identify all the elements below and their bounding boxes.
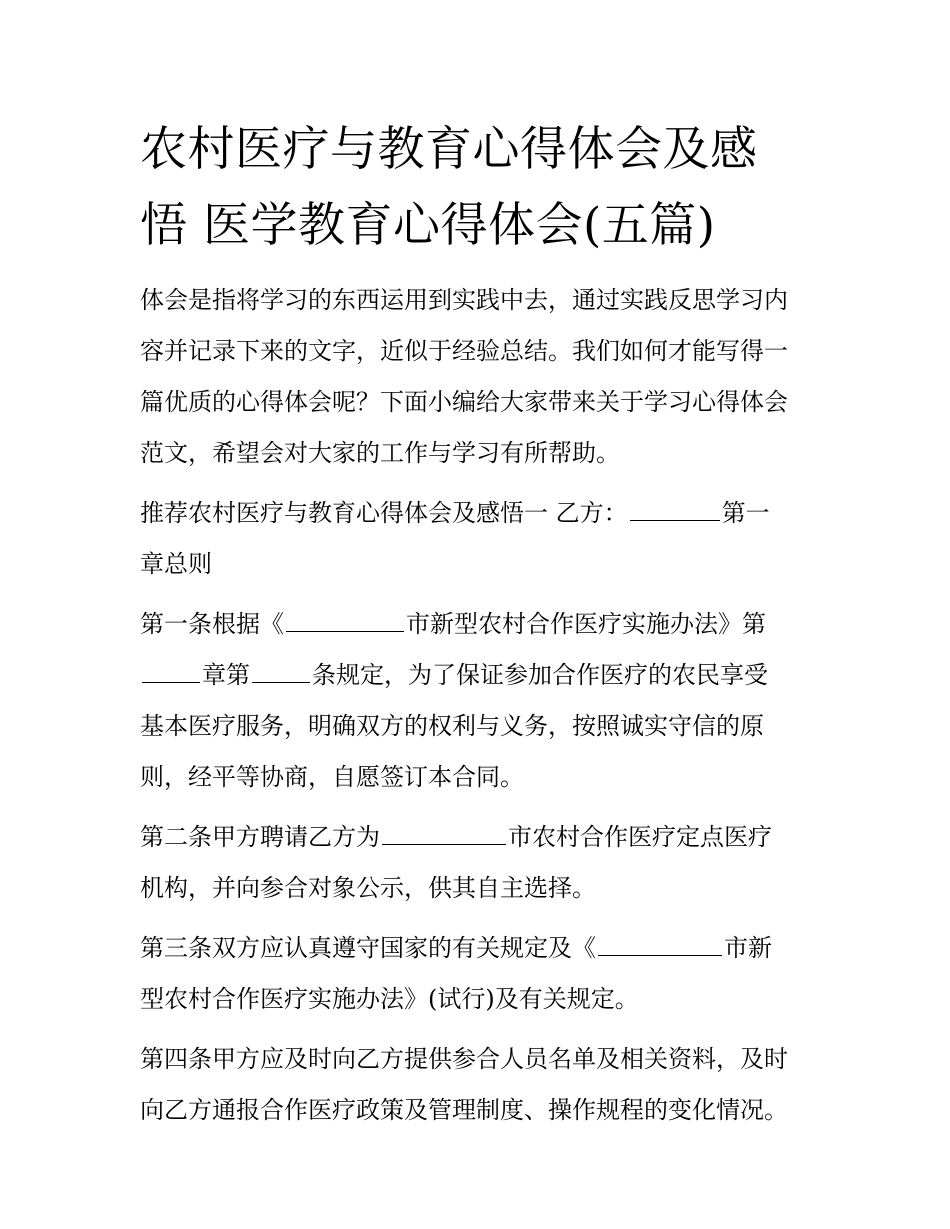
article-3: [140, 923, 830, 1025]
article-1-text-d: 条规定，为了保证参加合作医疗的农民享受: [312, 661, 768, 689]
intro-line-3: 篇优质的心得体会呢？下面小编给大家带来关于学习心得体会: [140, 388, 788, 416]
intro-paragraph: [140, 275, 830, 479]
document-title: [140, 112, 840, 264]
article-3-line-1: [140, 923, 830, 974]
intro-line-1: 体会是指将学习的东西运用到实践中去，通过实践反思学习内: [140, 286, 788, 314]
article-4: [140, 1034, 830, 1136]
article-1-line-1: [140, 599, 830, 650]
intro-line-2: 容并记录下来的文字，近似于经验总结。我们如何才能写得一: [140, 337, 788, 365]
document-body: [140, 275, 830, 1145]
intro-line-4: 范文，希望会对大家的工作与学习有所帮助。: [140, 439, 620, 467]
article-1-text-a: 第一条根据《: [140, 610, 284, 638]
article-1-line-4: 则，经平等协商，自愿签订本合同。: [140, 763, 524, 791]
recommend-line-1: [140, 488, 830, 539]
article-2-line-2: 机构，并向参合对象公示，供其自主选择。: [140, 874, 596, 902]
article-1-text-c: 章第: [202, 661, 250, 689]
article-3-line-2: 型农村合作医疗实施办法》(试行)及有关规定。: [140, 985, 639, 1013]
city-blank-3: [598, 935, 722, 956]
article-4-line-1: 第四条甲方应及时向乙方提供参合人员名单及相关资料，及时: [140, 1045, 788, 1073]
article-1-line-2: [140, 650, 830, 701]
recommend-paragraph: [140, 488, 830, 590]
article-2-line-1: [140, 812, 830, 863]
article-1-text-b: 市新型农村合作医疗实施办法》第: [406, 610, 766, 638]
article-4-line-2: 向乙方通报合作医疗政策及管理制度、操作规程的变化情况。: [140, 1096, 788, 1124]
article-2-text-b: 市农村合作医疗定点医疗: [508, 823, 772, 851]
party-b-blank: [630, 500, 720, 521]
article-2: [140, 812, 830, 914]
chapter-blank: [142, 662, 200, 683]
title-line-1: 农村医疗与教育心得体会及感: [140, 122, 758, 177]
recommend-line-2: 章总则: [140, 550, 212, 578]
title-line-2: 悟 医学教育心得体会(五篇): [140, 198, 716, 253]
article-2-text-a: 第二条甲方聘请乙方为: [140, 823, 380, 851]
article-3-text-a: 第三条双方应认真遵守国家的有关规定及《: [140, 934, 596, 962]
article-1: [140, 599, 830, 803]
recommend-text-a: 推荐农村医疗与教育心得体会及感悟一 乙方：: [140, 499, 628, 527]
city-blank: [286, 611, 404, 632]
recommend-text-b: 第一: [721, 499, 770, 527]
article-3-text-b: 市新: [724, 934, 772, 962]
city-blank-2: [382, 824, 506, 845]
clause-blank: [252, 662, 310, 683]
article-1-line-3: 基本医疗服务，明确双方的权利与义务，按照诚实守信的原: [140, 712, 764, 740]
